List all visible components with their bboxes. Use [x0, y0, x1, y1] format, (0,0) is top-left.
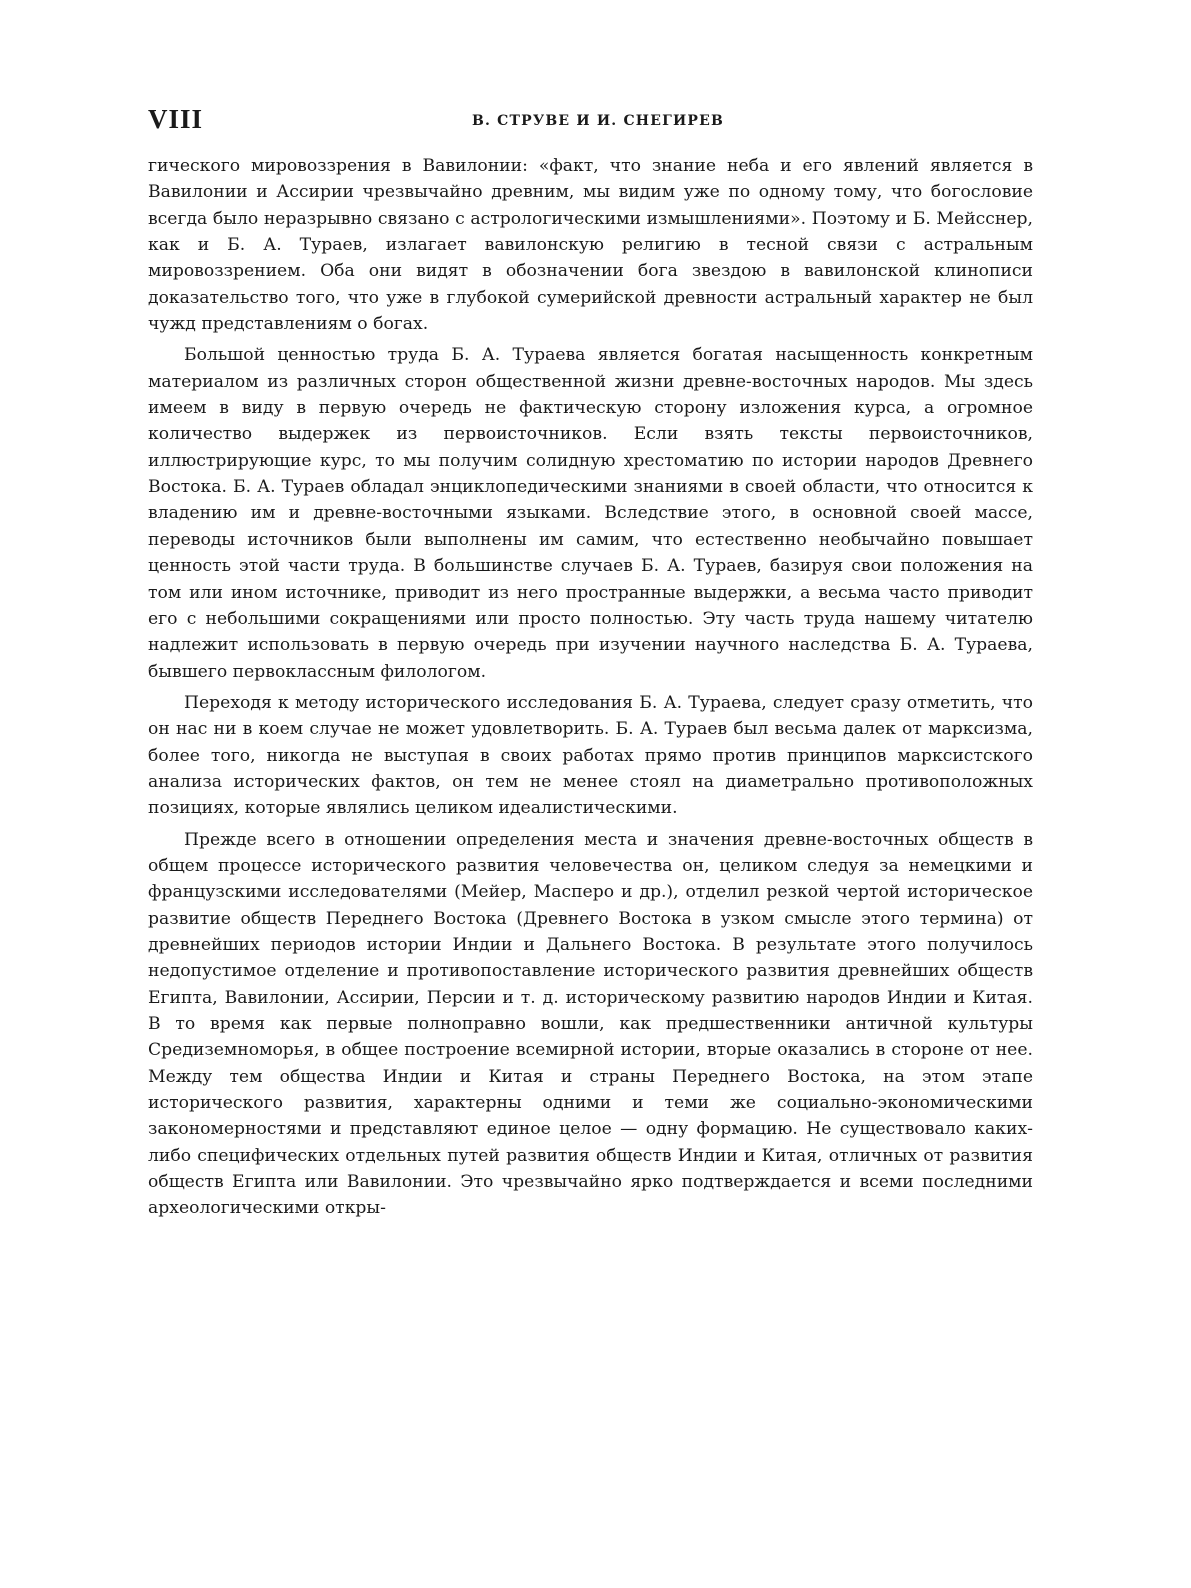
page-number: VIII	[148, 104, 204, 134]
paragraph: Переходя к методу исторического исследования Б. А. Тураева, следует сразу отметить, что он нас ни в коем случае не может удовлетворить. Б. А. Тураев был весьма далек от марксизма, более того, никогда не выступая в своих работах прямо против принципов марксистского анализа исторических фактов, он тем не менее стоял на диаметрально противоположных позициях, которые являлись целиком идеалистическими.	[148, 692, 1033, 819]
page-header	[148, 104, 1048, 144]
paragraph: Прежде всего в отношении определения места и значения древне-восточных обществ в общем процессе исторического развития человечества он, целиком следуя за немецкими и французскими исследователями (Мейер, Масперо и др.), отделил резкой чертой историческое развитие обществ Переднего Востока (Древнего Востока в узком смысле этого термина) от древнейших периодов истории Индии и Дальнего Востока. В результате этого получилось недопустимое отделение и противопоставление исторического развития древнейших обществ Египта, Вавилонии, Ассирии, Персии и т. д. историческому развитию народов Индии и Китая. В то время как первые полноправно вошли, как предшественники античной культуры Средиземноморья, в общее построение всемирной истории, вторые оказались в стороне от нее. Между тем общества Индии и Китая и страны Переднего Востока, на этом этапе исторического развития, характерны одними и теми же социально-экономическими закономерностями и представляют единое целое — одну формацию. Не существовало каких-либо специфических отдельных путей развития обществ Индии и Китая, отличных от развития обществ Египта или Вавилонии. Это чрезвычайно ярко подтверждается и всеми последними археологическими откры-	[148, 829, 1033, 1219]
paragraph: гического мировоззрения в Вавилонии: «факт, что знание неба и его явлений является в Вавилонии и Ассирии чрезвычайно древним, мы видим уже по одному тому, что богословие всегда было неразрывно связано с астрологическими измышлениями». Поэтому и Б. Мейсснер, как и Б. А. Тураев, излагает вавилонскую религию в тесной связи с астральным мировоззрением. Оба они видят в обозначении бога звездою в вавилонской клинописи доказательство того, что уже в глубокой сумерийской древности астральный характер не был чужд представлениям о богах.	[148, 156, 1033, 335]
running-head: В. СТРУВЕ И И. СНЕГИРЕВ	[471, 113, 725, 129]
body-text	[148, 153, 1033, 1227]
paragraph: Большой ценностью труда Б. А. Тураева является богатая насыщенность конкретным материалом из различных сторон общественной жизни древне-восточных народов. Мы здесь имеем в виду в первую очередь не фактическую сторону изложения курса, а огромное количество выдержек из первоисточников. Если взять тексты первоисточников, иллюстрирующие курс, то мы получим солидную хрестоматию по истории народов Древнего Востока. Б. А. Тураев обладал энциклопедическими знаниями в своей области, что относится к владению им и древне-восточными языками. Вследствие этого, в основной своей массе, переводы источников были выполнены им самим, что естественно необычайно повышает ценность этой части труда. В большинстве случаев Б. А. Тураев, базируя свои положения на том или ином источнике, приводит из него пространные выдержки, а весьма часто приводит его с небольшими сокращениями или просто полностью. Эту часть труда нашему читателю надлежит использовать в первую очередь при изучении научного наследства Б. А. Тураева, бывшего первоклассным филологом.	[148, 345, 1033, 682]
